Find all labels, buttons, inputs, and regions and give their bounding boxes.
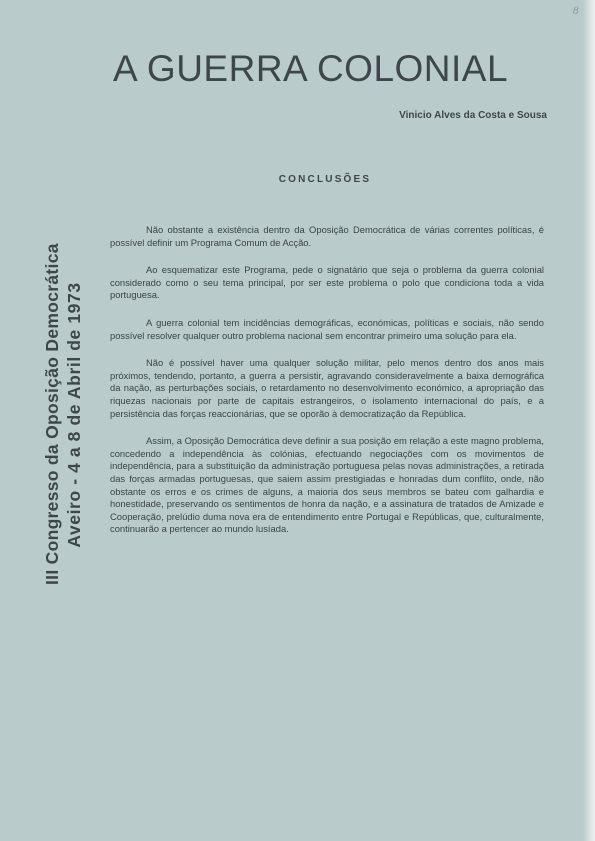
congress-place-date: Aveiro - 4 a 8 de Abril de 1973 xyxy=(64,282,84,548)
side-banner xyxy=(28,245,98,585)
paragraph: Não obstante a existência dentro da Oposição Democrática de várias correntes políticas, é possível definir um Programa Comum de Acção. xyxy=(110,224,544,248)
document-title: A GUERRA COLONIAL xyxy=(113,48,509,89)
paragraph: Não é possível haver uma qualquer solução militar, pelo menos dentro dos anos mais próximos, tendendo, portanto, a guerra a persistir, agravando consideravelmente a baixa demográfica da nação, as perturbações sociais, o retardamento no desenvolvimento económico, a apropriação das riquezas nacionais por parte de capitais estrangeiros, o isolamento internacional do país, e a persistência das forças reaccionárias, que se oporão à democratização da República. xyxy=(110,357,544,419)
paragraph: A guerra colonial tem incidências demográficas, económicas, políticas e sociais, não sendo possível resolver qualquer outro problema nacional sem encontrar primeiro uma solução para ela. xyxy=(110,316,544,341)
page-edge xyxy=(583,0,595,841)
body-text xyxy=(110,224,544,551)
congress-name: III Congresso da Oposição Democrática xyxy=(42,243,62,585)
section-heading: CONCLUSÕES xyxy=(278,174,372,185)
paragraph: Assim, a Oposição Democrática deve definir a sua posição em relação a este magno problema, concedendo a independência às colónias, efectuando negociações com os movimentos de independência, para a substituição da administração portuguesa pelas novas administrações, a retirada das forças armadas portuguesas, que saiem assim prestigiadas e honradas dum conflito, onde, não obstante os erros e os crimes de alguns, a maioria dos seus membros se bateu com galhardia e honestidade, preservando os sentimentos de honra da nação, e a assinatura de tratados de Amizade e Cooperação, prelúdio duma nova era de entendimento entre Portugal e Repúblicas, que, culturalmente, continuarão a pertencer ao mundo lusíada. xyxy=(110,435,544,535)
paragraph: Ao esquematizar este Programa, pede o signatário que seja o problema da guerra colonial considerado como o seu tema principal, por ser este problema o polo que condiciona toda a vida portuguesa. xyxy=(110,264,544,301)
author-name: Vinicio Alves da Costa e Sousa xyxy=(399,110,547,121)
page-number: 8 xyxy=(572,6,579,17)
